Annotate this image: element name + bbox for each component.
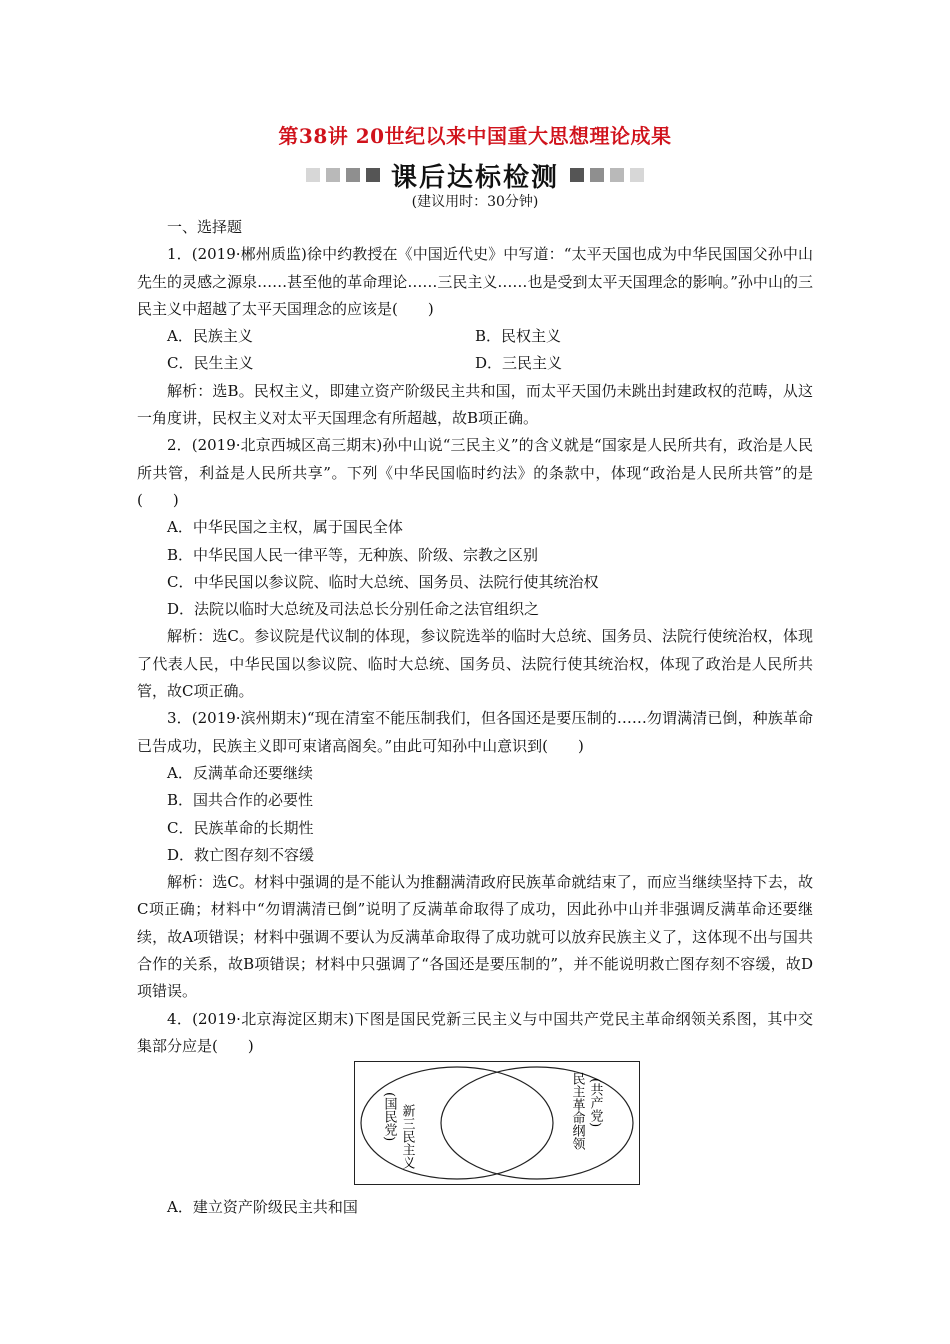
question-4-stem: 4．(2019·北京海淀区期末)下图是国民党新三民主义与中国共产党民主革命纲领关系图，其中交集部分应是( ) [137,1009,813,1055]
banner-heading: 课后达标检测 [390,162,559,193]
banner-square-decoration [366,168,380,182]
question-1-option-b: B．民权主义 [475,327,562,346]
banner-square-decoration [630,168,644,182]
lesson-title: 第38讲 20世纪以来中国重大思想理论成果 [278,124,672,148]
venn-right-party: (共产党) [587,1078,603,1128]
questions-block-2 [137,1194,813,1221]
question-3-option-c: C．民族革命的长期性 [167,818,314,837]
banner-square-decoration [346,168,360,182]
venn-diagram [354,1061,640,1185]
venn-right-label: 民主革命纲领 [569,1072,585,1150]
venn-left-party: (国民党) [381,1092,397,1142]
section-heading: 一、选择题 [167,218,243,236]
venn-left-label: 新三民主义 [399,1104,415,1169]
venn-right-circle [441,1067,633,1179]
suggested-time: (建议用时：30分钟) [411,194,539,210]
question-3-option-d: D．救亡图存刻不容缓 [167,845,315,864]
question-2-option-a: A．中华民国之主权，属于国民全体 [167,518,403,537]
question-2-option-b: B．中华民国人民一律平等，无种族、阶级、宗教之区别 [167,545,539,564]
question-3-analysis: 解析：选C。材料中强调的是不能认为推翻满清政府民族革命就结束了，而应当继续坚持下去，故C项正确；材料中“勿谓满清已倒”说明了反满革命取得了成功，因此孙中山并非强调反满革命还要继续，故A项错误；材料中强调不要认为反满革命取得了成功就可以放弃民族主义了，这体现不出与国共合作的关系，故B项错误；材料中只强调了“各国还是要压制的”，并不能说明救亡图存刻不容缓，故D项错误。 [137,873,813,1001]
question-2-option-d: D．法院以临时大总统及司法总长分别任命之法官组织之 [167,600,540,619]
banner-square-decoration [326,168,340,182]
question-3-option-a: A．反满革命还要继续 [167,763,313,782]
banner-square-decoration [590,168,604,182]
question-1-options-row-2 [137,350,813,377]
question-4-option-a: A．建立资产阶级民主共和国 [167,1198,358,1216]
question-2-analysis: 解析：选C。参议院是代议制的体现，参议院选举的临时大总统、国务员、法院行使统治权，体现了代表人民，中华民国以参议院、临时大总统、国务员、法院行使其统治权，体现了政治是人民所共管，故C项正确。 [137,627,813,701]
question-1-stem: 1．(2019·郴州质监)徐中约教授在《中国近代史》中写道：“太平天国也成为中华民国国父孙中山先生的灵感之源泉……甚至他的革命理论……三民主义……也是受到太平天国理念的影响。”孙中山的三民主义中超越了太平天国理念的应该是( ) [137,245,813,318]
question-3-stem: 3．(2019·滨州期末)“现在清室不能压制我们，但各国还是要压制的……勿谓满清已倒，种族革命已告成功，民族主义即可束诸高阁矣。”由此可知孙中山意识到( ) [137,709,813,755]
banner-square-decoration [570,168,584,182]
question-3-option-b: B．国共合作的必要性 [167,791,314,810]
banner-square-decoration [306,168,320,182]
banner-square-decoration [610,168,624,182]
venn-diagram-graphic [355,1062,639,1184]
question-1-option-a: A．民族主义 [167,327,253,346]
question-1-option-c: C．民生主义 [167,354,254,373]
questions-block-1 [137,214,813,1060]
question-1-options-row-1 [137,323,813,350]
question-1-analysis: 解析：选B。民权主义，即建立资产阶级民主共和国，而太平天国仍未跳出封建政权的范畴，从这一角度讲，民权主义对太平天国理念有所超越，故B项正确。 [137,381,813,428]
question-2-option-c: C．中华民国以参议院、临时大总统、国务员、法院行使其统治权 [167,572,599,591]
section-banner [0,158,950,192]
question-1-option-d: D．三民主义 [475,354,563,373]
question-2-stem: 2．(2019·北京西城区高三期末)孙中山说“三民主义”的含义就是“国家是人民所共有，政治是人民所共管，利益是人民所共享”。下列《中华民国临时约法》的条款中，体现“政治是人民所共管”的是( ) [137,436,813,509]
